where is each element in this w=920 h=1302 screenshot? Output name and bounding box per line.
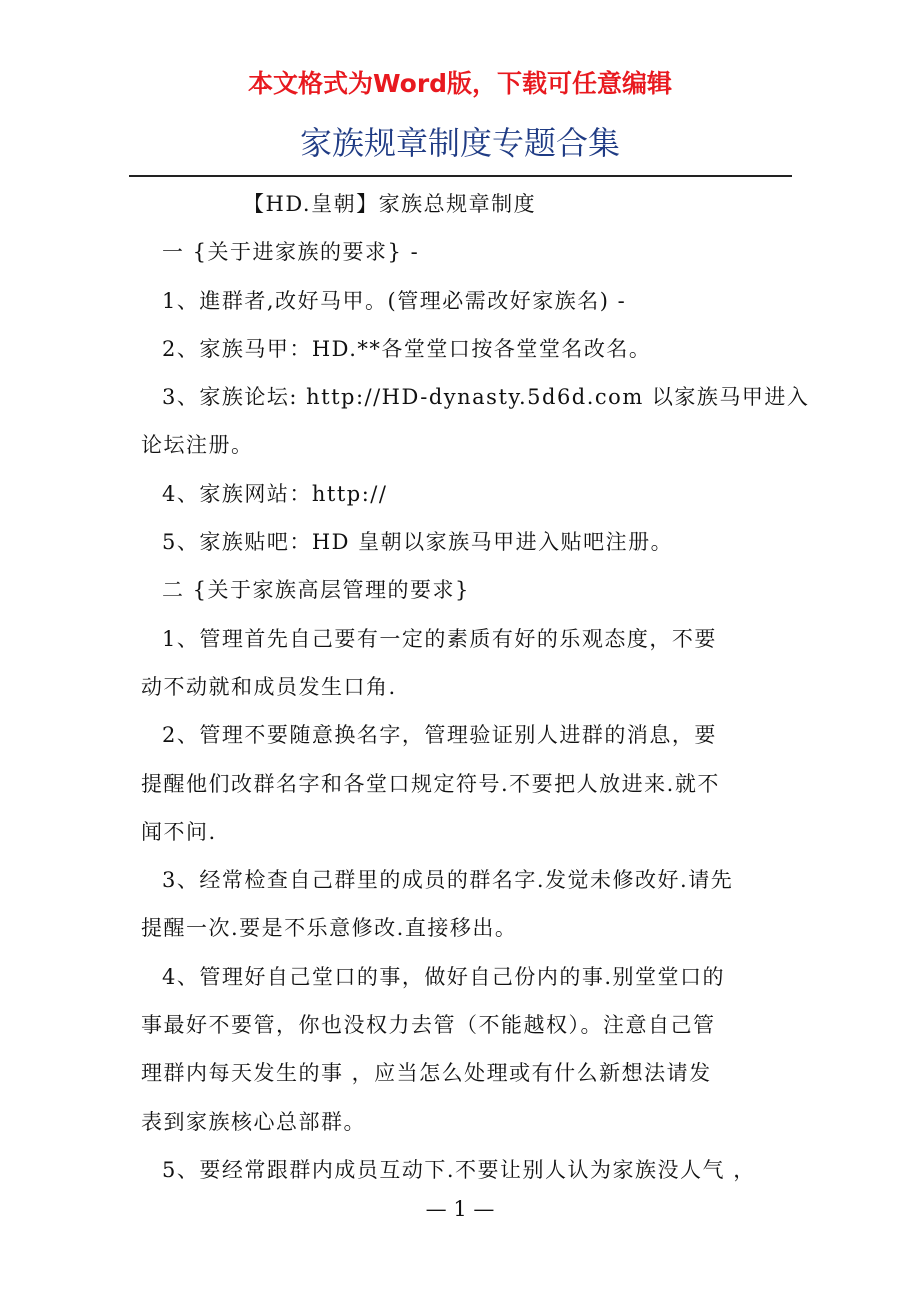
subsection-heading: 二 {关于家族高层管理的要求}	[162, 578, 470, 603]
paragraph-line: 4、家族网站：http://	[162, 481, 388, 506]
download-banner: 本文格式为Word版，下载可任意编辑	[247, 69, 673, 98]
paragraph-line: 提醒一次.要是不乐意修改.直接移出。	[141, 916, 518, 941]
section-heading: 【HD.皇朝】家族总规章制度	[243, 192, 537, 216]
title-divider	[129, 175, 792, 177]
paragraph-line: 闻不问.	[141, 819, 217, 844]
paragraph-line: 2、管理不要随意换名字，管理验证别人进群的消息，要	[162, 723, 717, 748]
paragraph-line: 表到家族核心总部群。	[141, 1109, 366, 1134]
paragraph-line: 理群内每天发生的事 ，应当怎么处理或有什么新想法请发	[141, 1061, 712, 1086]
paragraph-line: 4、管理好自己堂口的事，做好自己份内的事.别堂堂口的	[162, 964, 726, 989]
paragraph-line: 1、管理首先自己要有一定的素质有好的乐观态度，不要	[162, 626, 717, 651]
paragraph-line: 提醒他们改群名字和各堂口规定符号.不要把人放进来.就不	[141, 771, 720, 796]
paragraph-line: 事最好不要管，你也没权力去管（不能越权）。注意自己管	[141, 1013, 716, 1038]
paragraph-line: 5、家族贴吧：HD 皇朝以家族马甲进入贴吧注册。	[162, 530, 674, 555]
document-body	[141, 180, 810, 1194]
paragraph-line: 3、家族论坛: http://HD-dynasty.5d6d.com 以家族马甲进入	[162, 385, 810, 410]
paragraph-line: 2、家族马甲：HD.**各堂堂口按各堂堂名改名。	[162, 336, 652, 361]
paragraph-line: 论坛注册。	[141, 433, 254, 458]
page-number: — 1 —	[425, 1197, 495, 1221]
page-title: 家族规章制度专题合集	[299, 124, 620, 162]
paragraph-line: 1、進群者,改好马甲。(管理必需改好家族名) -	[162, 288, 627, 313]
paragraph-line: 动不动就和成员发生口角.	[141, 674, 397, 699]
paragraph-line: 5、要经常跟群内成员互动下.不要让别人认为家族没人气 ，	[162, 1157, 756, 1182]
subsection-heading: 一 {关于进家族的要求} -	[162, 240, 420, 265]
paragraph-line: 3、经常检查自己群里的成员的群名字.发觉未修改好.请先	[162, 868, 734, 893]
